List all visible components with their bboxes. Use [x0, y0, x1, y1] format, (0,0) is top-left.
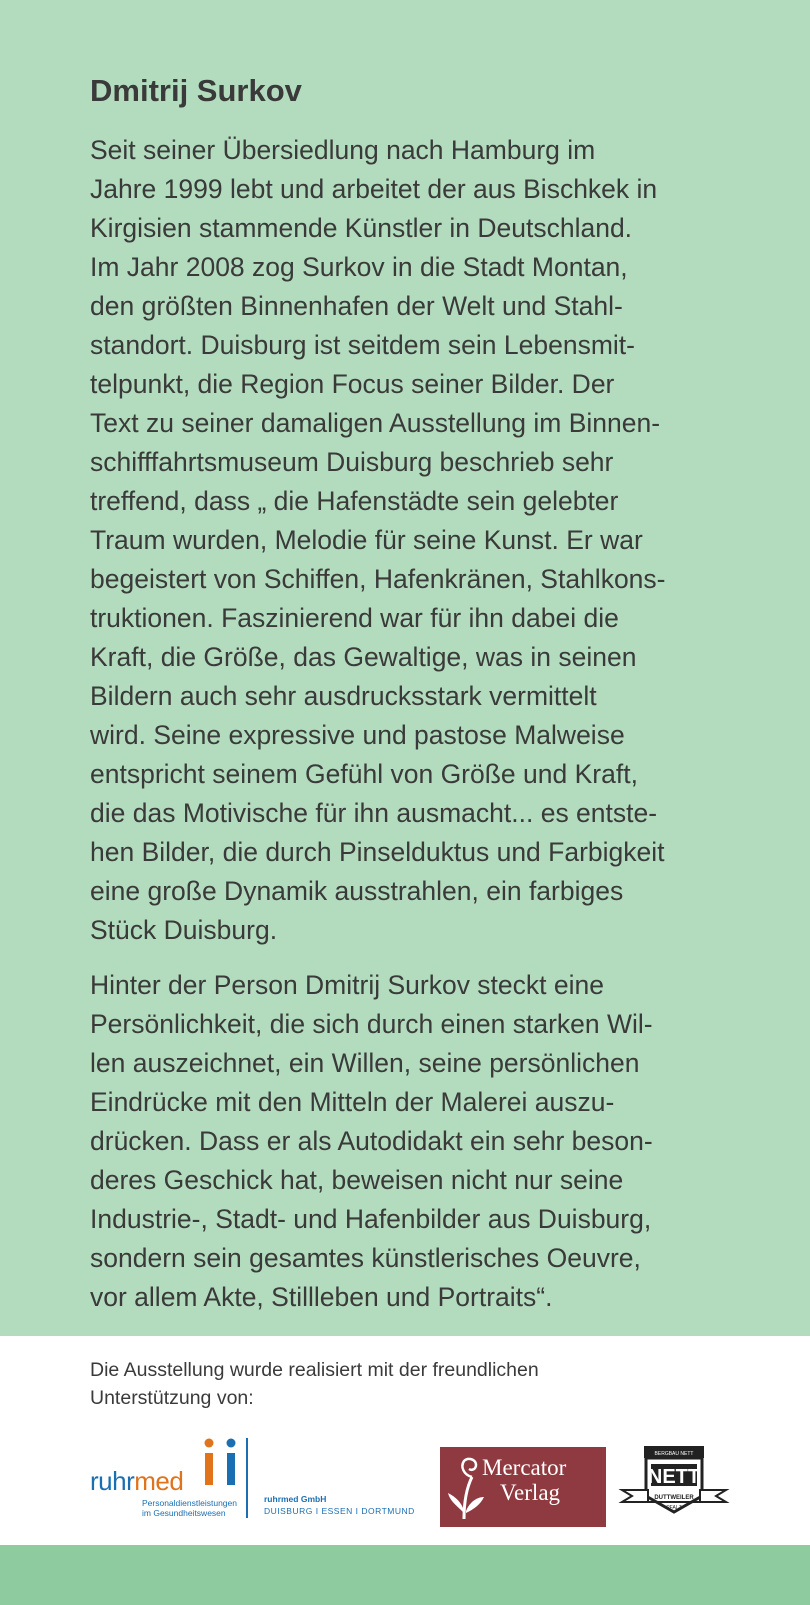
- text-line: vor allem Akte, Stillleben und Portraits“.: [90, 1282, 553, 1312]
- text-line: Persönlichkeit, die sich durch einen starken Wil-: [90, 1009, 653, 1039]
- text-line: hen Bilder, die durch Pinselduktus und Farbigkeit: [90, 837, 665, 867]
- text-line: begeistert von Schiffen, Hafenkränen, Stahlkons-: [90, 564, 666, 594]
- nett-banner-text: DUTTWEILER: [654, 1495, 694, 1501]
- text-line: Stück Duisburg.: [90, 915, 278, 945]
- text-line: Kirgisien stammende Künstler in Deutschland.: [90, 213, 633, 243]
- text-line: die das Motivische für ihn ausmacht... es entste-: [90, 798, 658, 828]
- text-line: wird. Seine expressive und pastose Malweise: [90, 720, 625, 750]
- ruhrmed-tagline: [142, 1498, 237, 1518]
- mercator-line-1: Mercator: [482, 1455, 567, 1480]
- ruhrmed-cities: DUISBURG I ESSEN I DORTMUND: [264, 1506, 415, 1516]
- sponsor-panel: [0, 1336, 810, 1545]
- ruhrmed-wordmark: [90, 1466, 183, 1497]
- mercator-wordmark: [482, 1455, 566, 1505]
- text-line: telpunkt, die Region Focus seiner Bilder. Der: [90, 369, 615, 399]
- text-line: treffend, dass „ die Hafenstädte sein gelebter: [90, 486, 619, 516]
- text-line: standort. Duisburg ist seitdem sein Lebensmit-: [90, 330, 635, 360]
- text-line: schifffahrtsmuseum Duisburg beschrieb sehr: [90, 447, 614, 477]
- text-line: Bildern auch sehr ausdrucksstark vermittelt: [90, 681, 597, 711]
- ruhrmed-symbol-icon: [200, 1438, 244, 1488]
- text-line: Text zu seiner damaligen Ausstellung im Binnen-: [90, 408, 661, 438]
- text-line: den größten Binnenhafen der Welt und Stahl-: [90, 291, 623, 321]
- text-line: Industrie-, Stadt- und Hafenbilder aus Duisburg,: [90, 1204, 652, 1234]
- sponsor-credit-text: [90, 1356, 539, 1412]
- text-line: Kraft, die Größe, das Gewaltige, was in seinen: [90, 642, 637, 672]
- footer-bar: [0, 1545, 810, 1605]
- text-line: Im Jahr 2008 zog Surkov in die Stadt Montan,: [90, 252, 628, 282]
- ruhrmed-divider: [246, 1438, 248, 1518]
- text-line: truktionen. Faszinierend war für ihn dabei die: [90, 603, 619, 633]
- text-line: len auszeichnet, ein Willen, seine persönlichen: [90, 1048, 640, 1078]
- ruhrmed-tagline-line: im Gesundheitswesen: [142, 1508, 226, 1518]
- text-line: drücken. Dass er als Autodidakt ein sehr beson-: [90, 1126, 653, 1156]
- ruhrmed-company: [264, 1493, 415, 1517]
- text-line: sondern sein gesamtes künstlerisches Oeuvre,: [90, 1243, 641, 1273]
- nett-name-text: NETT: [647, 1466, 701, 1488]
- ruhrmed-word-med: med: [134, 1466, 184, 1496]
- biography-paragraph-1: [90, 131, 666, 950]
- nett-logo: [618, 1444, 730, 1526]
- text-line: Eindrücke mit den Mitteln der Malerei auszu-: [90, 1087, 615, 1117]
- text-line: deres Geschick hat, beweisen nicht nur seine: [90, 1165, 624, 1195]
- ruhrmed-company-name: ruhrmed GmbH: [264, 1494, 327, 1504]
- biography-paragraph-2: [90, 966, 653, 1317]
- text-line: entspricht seinem Gefühl von Größe und Kraft,: [90, 759, 638, 789]
- page-title: Dmitrij Surkov: [90, 73, 302, 108]
- credit-line: Unterstützung von:: [90, 1387, 254, 1409]
- credit-line: Die Ausstellung wurde realisiert mit der freundlichen: [90, 1359, 539, 1381]
- ruhrmed-tagline-line: Personaldienstleistungen: [142, 1498, 237, 1508]
- nett-bottom-text: PFALZ: [666, 1505, 682, 1511]
- text-line: eine große Dynamik ausstrahlen, ein farbiges: [90, 876, 624, 906]
- ruhrmed-word-ruhr: ruhr: [90, 1466, 135, 1496]
- text-line: Jahre 1999 lebt und arbeitet der aus Bischkek in: [90, 174, 658, 204]
- text-line: Seit seiner Übersiedlung nach Hamburg im: [90, 135, 596, 165]
- text-line: Traum wurden, Melodie für seine Kunst. Er war: [90, 525, 643, 555]
- nett-top-text: BERGBAU NETT: [654, 1451, 694, 1457]
- mercator-emblem-icon: [446, 1453, 486, 1521]
- text-line: Hinter der Person Dmitrij Surkov steckt eine: [90, 970, 604, 1000]
- ruhrmed-logo: [90, 1438, 420, 1528]
- mercator-line-2: Verlag: [500, 1480, 561, 1505]
- mercator-verlag-logo: [440, 1447, 606, 1527]
